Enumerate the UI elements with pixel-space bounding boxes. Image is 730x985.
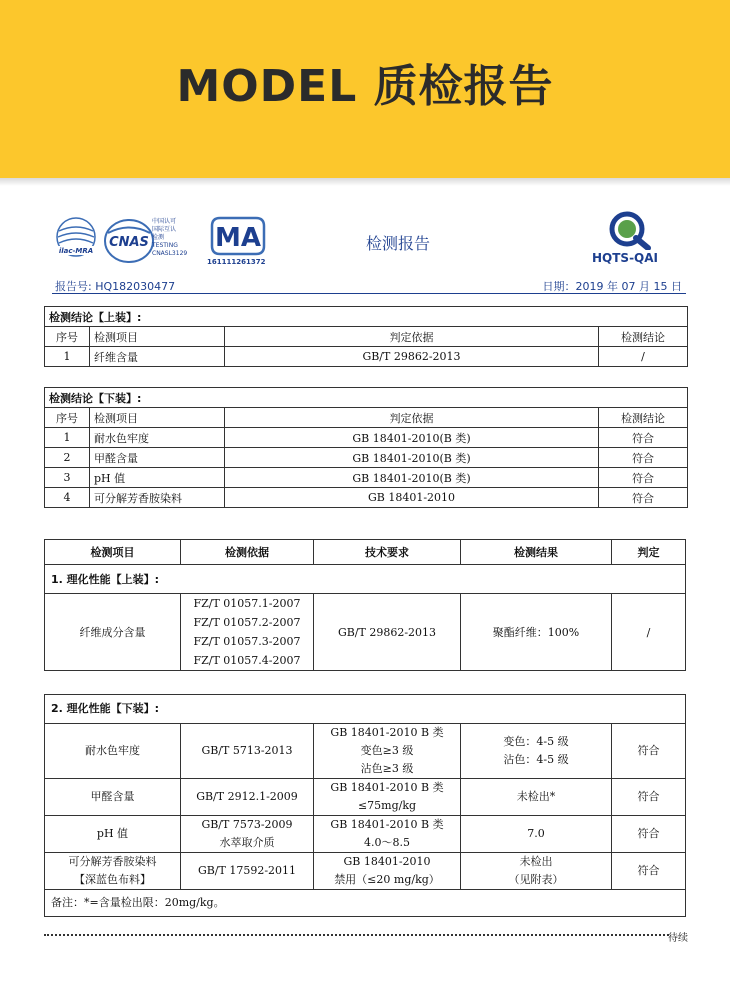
table-row <box>45 816 686 853</box>
section-row <box>45 565 686 594</box>
table-cell: 符合 <box>612 853 686 890</box>
table-cell: 符合 <box>599 428 688 448</box>
column-header: 检测项目 <box>90 327 225 347</box>
table-header-row <box>45 327 688 347</box>
cell-line: 未检出* <box>516 790 556 803</box>
cnas-line: 中国认可 <box>152 218 177 225</box>
column-header: 检测结论 <box>599 327 688 347</box>
cell-line: GB/T 5713-2013 <box>201 744 293 757</box>
table-cell <box>314 779 461 816</box>
cell-line: 水萃取介质 <box>219 836 275 849</box>
column-header: 判定依据 <box>225 327 599 347</box>
cell-line: GB/T 17592-2011 <box>197 864 297 877</box>
header-divider <box>52 293 686 294</box>
table-cell: 可分解芳香胺染料 <box>90 488 225 508</box>
table-cell: 符合 <box>599 488 688 508</box>
cell-line: 沾色≥3 级 <box>360 762 414 775</box>
table-cell: 1 <box>45 428 90 448</box>
table-row <box>45 468 688 488</box>
hqts-label: HQTS-QAI <box>592 251 659 265</box>
table-cell <box>45 853 181 890</box>
table-cell <box>181 779 314 816</box>
cnas-logo <box>103 218 155 264</box>
column-header: 检测结果 <box>461 540 612 565</box>
table-cell: 4 <box>45 488 90 508</box>
table-cell: 符合 <box>612 779 686 816</box>
table-row <box>45 448 688 468</box>
table-cell: 符合 <box>612 816 686 853</box>
table-cell: GB 18401-2010(B 类) <box>225 428 599 448</box>
column-header: 检测依据 <box>181 540 314 565</box>
table-cell: GB 18401-2010(B 类) <box>225 468 599 488</box>
column-header: 检测结论 <box>599 408 688 428</box>
continued-label: 待续 <box>668 933 688 944</box>
table-cell: GB/T 29862-2013 <box>225 347 599 367</box>
table-caption: 检测结论【下装】: <box>45 388 688 408</box>
ilac-mra-logo <box>55 213 97 265</box>
table-cell: / <box>599 347 688 367</box>
note: 备注：*=含量检出限：20mg/kg。 <box>45 890 686 917</box>
dotted-separator <box>44 934 669 936</box>
cnas-accreditation-text <box>152 218 187 258</box>
summary-table-top <box>44 306 688 367</box>
table-row <box>45 347 688 367</box>
ilac-label: ilac-MRA <box>58 247 94 255</box>
table-cell <box>45 724 181 779</box>
cell-line: 沾色：4-5 级 <box>503 753 569 766</box>
cell-line: FZ/T 01057.4-2007 <box>193 654 301 667</box>
cell-line: 甲醛含量 <box>90 790 135 803</box>
table-row <box>45 779 686 816</box>
cell-line: GB 18401-2010 <box>343 855 431 868</box>
table-cell <box>314 724 461 779</box>
table-cell: 3 <box>45 468 90 488</box>
cell-line: GB/T 2912.1-2009 <box>196 790 298 803</box>
table-caption-row <box>45 388 688 408</box>
table-row <box>45 594 686 671</box>
cell-line: 耐水色牢度 <box>85 744 140 757</box>
cnas-line: 国际互认 <box>152 226 177 233</box>
report-date: 日期：2019 年 07 月 15 日 <box>542 280 682 293</box>
table-cell: GB/T 29862-2013 <box>314 594 461 671</box>
ma-number: 161111261372 <box>207 258 266 266</box>
cell-line: 变色：4-5 级 <box>503 735 569 748</box>
document-edge-shadow <box>0 178 730 186</box>
cma-logo <box>210 216 266 256</box>
cell-line: 4.0～8.5 <box>364 836 410 849</box>
table-row <box>45 724 686 779</box>
table-cell: 聚酯纤维：100% <box>461 594 612 671</box>
column-header: 序号 <box>45 327 90 347</box>
table-cell <box>45 816 181 853</box>
cnas-line: TESTING <box>152 242 178 249</box>
note-row <box>45 890 686 917</box>
table-cell: 纤维含量 <box>90 347 225 367</box>
table-cell: 甲醛含量 <box>90 448 225 468</box>
cnas-line: CNASL3129 <box>152 250 188 257</box>
section-title: 1. 理化性能【上装】: <box>45 565 686 594</box>
table-cell: 耐水色牢度 <box>90 428 225 448</box>
table-cell <box>461 816 612 853</box>
table-cell: GB 18401-2010 <box>225 488 599 508</box>
section-row <box>45 695 686 724</box>
table-header-row <box>45 408 688 428</box>
table-cell: / <box>612 594 686 671</box>
cell-line: 未检出 <box>519 855 553 868</box>
cnas-line: 检测 <box>152 234 165 241</box>
cell-line: 【深蓝色布料】 <box>74 873 151 886</box>
cell-line: GB/T 7573-2009 <box>201 818 293 831</box>
table-cell <box>461 779 612 816</box>
table-cell: 符合 <box>612 724 686 779</box>
report-number: 报告号: HQ182030477 <box>55 280 176 293</box>
table-cell: 符合 <box>599 468 688 488</box>
cell-line: FZ/T 01057.1-2007 <box>193 597 301 610</box>
column-header: 检测项目 <box>45 540 181 565</box>
report-title: 检测报告 <box>366 234 431 253</box>
table-caption-row <box>45 307 688 327</box>
table-cell <box>181 816 314 853</box>
cell-line: 变色≥3 级 <box>360 744 414 757</box>
cell-line: FZ/T 01057.3-2007 <box>193 635 301 648</box>
cell-line: 7.0 <box>527 827 545 840</box>
column-header: 判定 <box>612 540 686 565</box>
table-cell <box>181 724 314 779</box>
table-cell <box>461 853 612 890</box>
column-header: 判定依据 <box>225 408 599 428</box>
cell-line: （见附表） <box>508 873 564 886</box>
cell-line: GB 18401-2010 B 类 <box>330 781 444 794</box>
hqts-logo <box>606 210 652 250</box>
table-cell: pH 值 <box>90 468 225 488</box>
table-cell: 2 <box>45 448 90 468</box>
ma-label: MA <box>215 223 261 253</box>
cell-line: pH 值 <box>96 827 129 840</box>
table-row <box>45 428 688 448</box>
column-header: 检测项目 <box>90 408 225 428</box>
cell-line: FZ/T 01057.2-2007 <box>193 616 301 629</box>
table-cell: GB 18401-2010(B 类) <box>225 448 599 468</box>
column-header: 技术要求 <box>314 540 461 565</box>
table-caption: 检测结论【上装】: <box>45 307 688 327</box>
top-banner <box>0 0 730 178</box>
section-title: 2. 理化性能【下装】: <box>45 695 686 724</box>
table-cell <box>461 724 612 779</box>
column-header: 序号 <box>45 408 90 428</box>
banner-title: MODEL 质检报告 <box>176 61 554 112</box>
table-cell <box>314 816 461 853</box>
table-row <box>45 488 688 508</box>
cell-line: GB 18401-2010 B 类 <box>330 818 444 831</box>
table-cell: 符合 <box>599 448 688 468</box>
cell-line: GB 18401-2010 B 类 <box>330 726 444 739</box>
detail-table-bottom <box>44 694 686 917</box>
table-cell <box>181 594 314 671</box>
cell-line: 禁用（≤20 mg/kg） <box>334 873 440 886</box>
summary-table-bottom <box>44 387 688 508</box>
detail-table-top <box>44 539 686 671</box>
table-header-row <box>45 540 686 565</box>
table-cell: 纤维成分含量 <box>45 594 181 671</box>
table-cell <box>181 853 314 890</box>
table-cell <box>314 853 461 890</box>
table-cell <box>45 779 181 816</box>
table-cell: 1 <box>45 347 90 367</box>
cnas-label: CNAS <box>109 235 149 250</box>
cell-line: ≤75mg/kg <box>357 799 417 812</box>
cell-line: 可分解芳香胺染料 <box>68 855 157 868</box>
table-row <box>45 853 686 890</box>
